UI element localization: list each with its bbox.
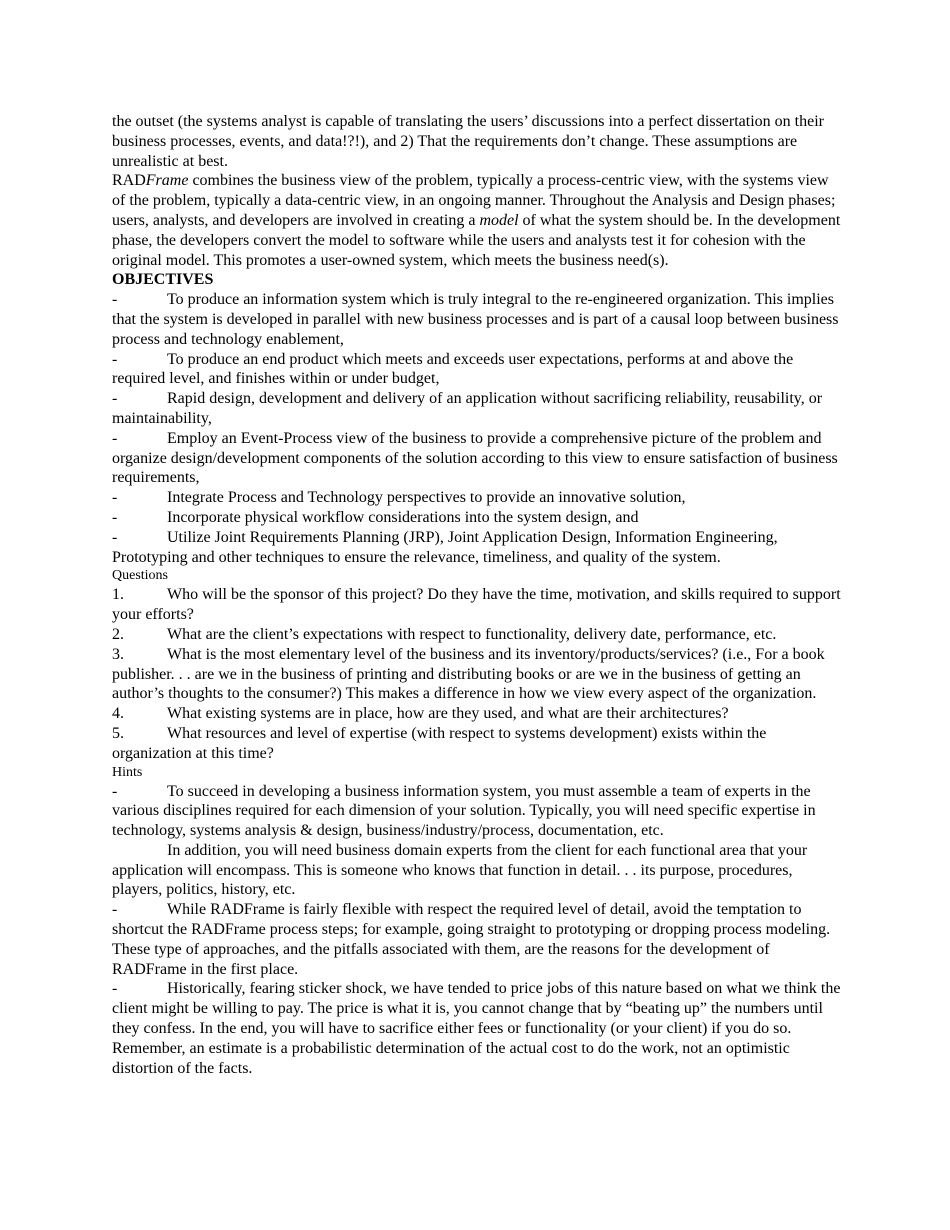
hint-item [112,979,842,1078]
list-marker: - [112,980,118,998]
objective-item [112,389,842,429]
radframe-prefix: RAD [112,172,146,190]
question-number: 5. [112,724,124,742]
list-marker: - [112,901,118,919]
objective-text: Rapid design, development and delivery of an application without sacrificing reliability, reusability, or maintainability, [112,390,823,427]
objective-text: Utilize Joint Requirements Planning (JRP), Joint Application Design, Information Engineering, Prototyping and other techniques to ensure the relevance, timeliness, and quality of the system. [112,528,778,566]
objective-item [112,290,842,349]
objectives-list [112,290,842,567]
list-marker: - [112,528,118,546]
hint-text: To succeed in developing a business information system, you must assemble a team of experts in the various disciplines required for each dimension of your solution. Typically, you will need specific expertise in technology, systems analysis & design, business/industry/process, documentation, etc. [112,782,816,840]
intro-paragraph-1: the outset (the systems analyst is capable of translating the users’ discussions into a perfect dissertation on their business processes, events, and data!?!), and 2) That the requirements don’t change. These assumptions are unrealistic at best. [112,113,824,170]
list-marker: - [112,508,118,526]
questions-list [112,585,842,763]
hint-item [112,900,842,979]
list-marker: - [112,390,118,408]
intro-paragraph-2-end: of what the system should be. In the development phase, the developers convert the model to software while the users and analysts test it for cohesion with the original model. This promotes a user-owned system, which meets the business need(s). [112,211,841,269]
question-item [112,724,842,764]
question-text: Who will be the sponsor of this project? Do they have the time, motivation, and skills required to support your efforts? [112,586,841,624]
hints-heading: Hints [112,764,143,780]
question-item [112,645,842,704]
hint-item [112,782,842,841]
objective-text: To produce an end product which meets and exceeds user expectations, performs at and above the required level, and finishes within or under budget, [112,350,794,388]
objective-item [112,429,842,488]
question-number: 4. [112,705,124,723]
list-marker: - [112,782,118,800]
objective-item [112,508,842,528]
question-item [112,585,842,625]
question-item [112,625,842,645]
hint-text: While RADFrame is fairly flexible with respect the required level of detail, avoid the temptation to shortcut the RADFrame process steps; for example, going straight to prototyping or dropping process modeling. These type of approaches, and the pitfalls associated with them, are the reasons for the development of RADFrame in the first place. [112,901,831,978]
list-marker: - [112,429,118,447]
list-marker: - [112,291,118,309]
objective-text: Employ an Event-Process view of the business to provide a comprehensive picture of the problem and organize design/development components of the solution according to this view to ensure satisfaction of business requirements, [112,429,838,487]
objective-text: Integrate Process and Technology perspectives to provide an innovative solution, [167,489,686,507]
objective-text: Incorporate physical workflow considerations into the system design, and [167,508,639,526]
question-text: What existing systems are in place, how are they used, and what are their architectures? [167,705,729,723]
document-page [112,112,842,1078]
objective-text: To produce an information system which is truly integral to the re-engineered organization. This implies that the system is developed in parallel with new business processes and is part of a causal loop between business process and technology enablement, [112,291,839,348]
intro-paragraph-2 [112,171,842,270]
question-text: What is the most elementary level of the business and its inventory/products/services? (i.e., For a book publisher. . . are we in the business of printing and distributing books or are we in the business of getting an author’s thoughts to the consumer?) This makes a difference in how we view every aspect of the organization. [112,645,825,703]
objective-item [112,350,842,390]
question-text: What are the client’s expectations with respect to functionality, delivery date, performance, etc. [167,625,777,643]
question-text: What resources and level of expertise (with respect to systems development) exists within the organization at this time? [112,724,767,762]
question-number: 1. [112,586,124,604]
radframe-italic: Frame [145,172,189,190]
hint-text: Historically, fearing sticker shock, we have tended to price jobs of this nature based on what we think the client might be willing to pay. The price is what it is, you cannot change that by “beating up” the numbers until they confess. In the end, you will have to sacrifice either fees or functionality (or your client) if you do so. Remember, an estimate is a probabilistic determination of the actual cost to do the work, not an optimistic distortion of the facts. [112,980,841,1077]
list-marker: - [112,489,118,507]
question-number: 2. [112,625,124,643]
question-item [112,704,842,724]
question-number: 3. [112,645,124,663]
hint-continuation: In addition, you will need business domain experts from the client for each functional area that your application will encompass. This is someone who knows that function in detail. . . its purpose, procedures, players, politics, history, etc. [112,841,808,899]
objectives-heading: OBJECTIVES [112,271,214,289]
intro-paragraph-2-mid: combines the business view of the problem, typically a process-centric view, with the systems view of the problem, typically a data-centric view, in an ongoing manner. Throughout the Analysis and Design phases; users, analysts, and developers are involved in creating a [112,172,836,229]
questions-heading: Questions [112,568,168,584]
list-marker: - [112,350,118,368]
objective-item [112,528,842,568]
hints-list [112,782,842,1079]
model-italic: model [479,211,519,229]
objective-item [112,488,842,508]
